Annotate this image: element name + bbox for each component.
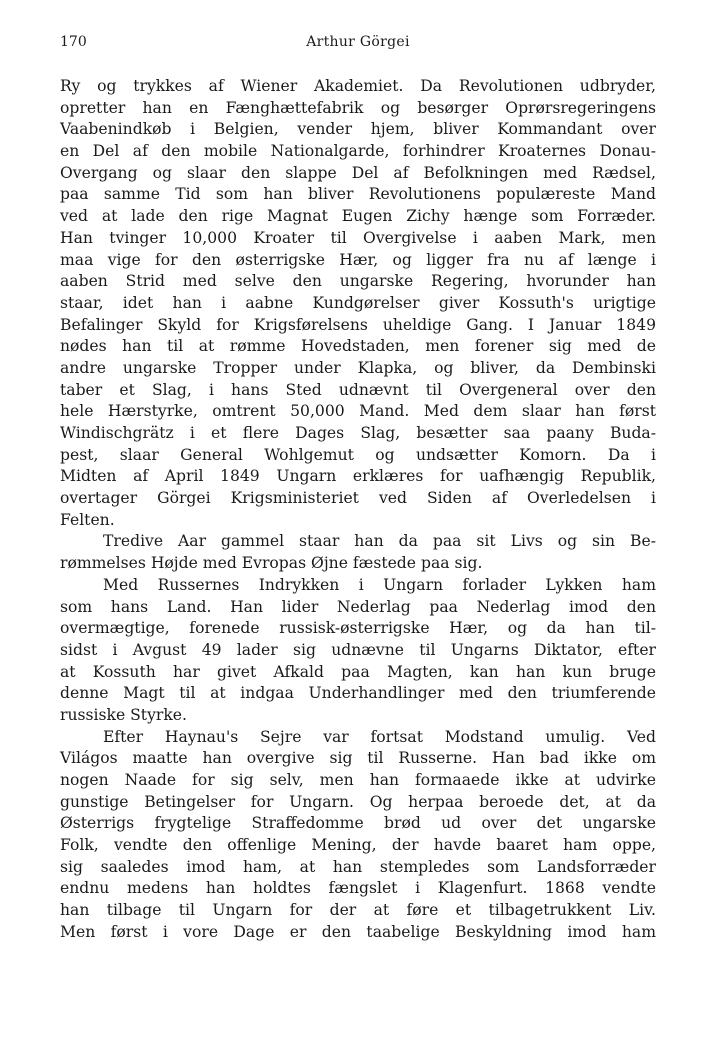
text-line: Vaabenindkøb i Belgien, vender hjem, bliver Kommandant over	[60, 120, 656, 139]
running-title: Arthur Görgei	[306, 34, 410, 50]
text-line: sig saaledes imod ham, at han stempledes som Landsforræder	[60, 857, 656, 876]
text-line: gunstige Betingelser for Ungarn. Og herpaa beroede det, at da	[60, 792, 656, 811]
body-text	[60, 76, 656, 944]
text-line: andre ungarske Tropper under Klapka, og bliver, da Dembinski	[60, 358, 656, 377]
text-line: nødes han til at rømme Hovedstaden, men forener sig med de	[60, 337, 656, 356]
text-line: taber et Slag, i hans Sted udnævnt til Overgeneral over den	[60, 380, 656, 399]
paragraph	[60, 76, 656, 531]
running-head	[60, 34, 656, 56]
text-line: som hans Land. Han lider Nederlag paa Nederlag imod den	[60, 597, 656, 616]
text-line: Ry og trykkes af Wiener Akademiet. Da Revolutionen udbryder,	[60, 77, 656, 95]
text-line: sidst i Avgust 49 lader sig udnævne til Ungarns Diktator, efter	[60, 640, 656, 659]
text-line: Han tvinger 10,000 Kroater til Overgivelse i aaben Mark, men	[60, 228, 656, 247]
text-line: rømmelses Højde med Evropas Øjne fæstede paa sig.	[60, 554, 483, 573]
text-line: Windischgrätz i et flere Dages Slag, besætter saa paany Buda-	[60, 424, 656, 442]
text-line: hele Hærstyrke, omtrent 50,000 Mand. Med dem slaar han først	[60, 402, 656, 421]
text-line: en Del af den mobile Nationalgarde, forhindrer Kroaternes Donau-	[60, 142, 656, 161]
text-line: Østerrigs frygtelige Straffedomme brød ud over det ungarske	[60, 814, 656, 833]
page-number: 170	[60, 34, 87, 50]
text-line: ved at lade den rige Magnat Eugen Zichy hænge som Forræder.	[60, 207, 656, 226]
text-line: overtager Görgei Krigsministeriet ved Siden af Overledelsen i	[60, 489, 656, 508]
text-line: Felten.	[60, 510, 115, 529]
text-line: staar, idet han i aabne Kundgørelser giver Kossuth's urigtige	[60, 293, 656, 312]
text-line: Overgang og slaar den slappe Del af Befolkningen med Rædsel,	[60, 163, 656, 182]
text-line: denne Magt til at indgaa Underhandlinger med den triumferende	[60, 684, 656, 703]
text-line: pest, slaar General Wohlgemut og undsætter Komorn. Da i	[60, 445, 656, 464]
text-line: Világos maatte han overgive sig til Russerne. Han bad ikke om	[60, 749, 656, 768]
text-line: Midten af April 1849 Ungarn erklæres for uafhængig Republik,	[60, 467, 656, 486]
text-line: opretter han en Fænghættefabrik og besørger Oprørsregeringens	[60, 98, 656, 117]
text-line: nogen Naade for sig selv, men han formaaede ikke at udvirke	[60, 771, 656, 789]
text-line: paa samme Tid som han bliver Revolutionens populæreste Mand	[60, 185, 656, 204]
text-line: Tredive Aar gammel staar han da paa sit Livs og sin Be-	[103, 532, 656, 551]
paragraph	[60, 727, 656, 944]
text-line: Men først i vore Dage er den taabelige Beskyldning imod ham	[60, 922, 656, 941]
text-line: aaben Strid med selve den ungarske Regering, hvorunder han	[60, 272, 656, 291]
text-line: Folk, vendte den offenlige Mening, der havde baaret ham oppe,	[60, 836, 656, 855]
text-line: russiske Styrke.	[60, 705, 187, 724]
text-line: Med Russernes Indrykken i Ungarn forlader Lykken ham	[103, 575, 656, 594]
text-line: han tilbage til Ungarn for der at føre et tilbagetrukkent Liv.	[60, 901, 656, 920]
text-line: Befalinger Skyld for Krigsførelsens uheldige Gang. I Januar 1849	[60, 315, 656, 334]
text-line: overmægtige, forenede russisk-østerrigske Hær, og da han til-	[60, 619, 656, 638]
paragraph	[60, 531, 656, 574]
text-line: Efter Haynau's Sejre var fortsat Modstand umulig. Ved	[103, 727, 656, 746]
text-line: at Kossuth har givet Afkald paa Magten, kan han kun bruge	[60, 662, 656, 681]
paragraph	[60, 575, 656, 727]
text-line: endnu medens han holdtes fængslet i Klagenfurt. 1868 vendte	[60, 879, 656, 898]
text-line: maa vige for den østerrigske Hær, og ligger fra nu af længe i	[60, 250, 656, 269]
